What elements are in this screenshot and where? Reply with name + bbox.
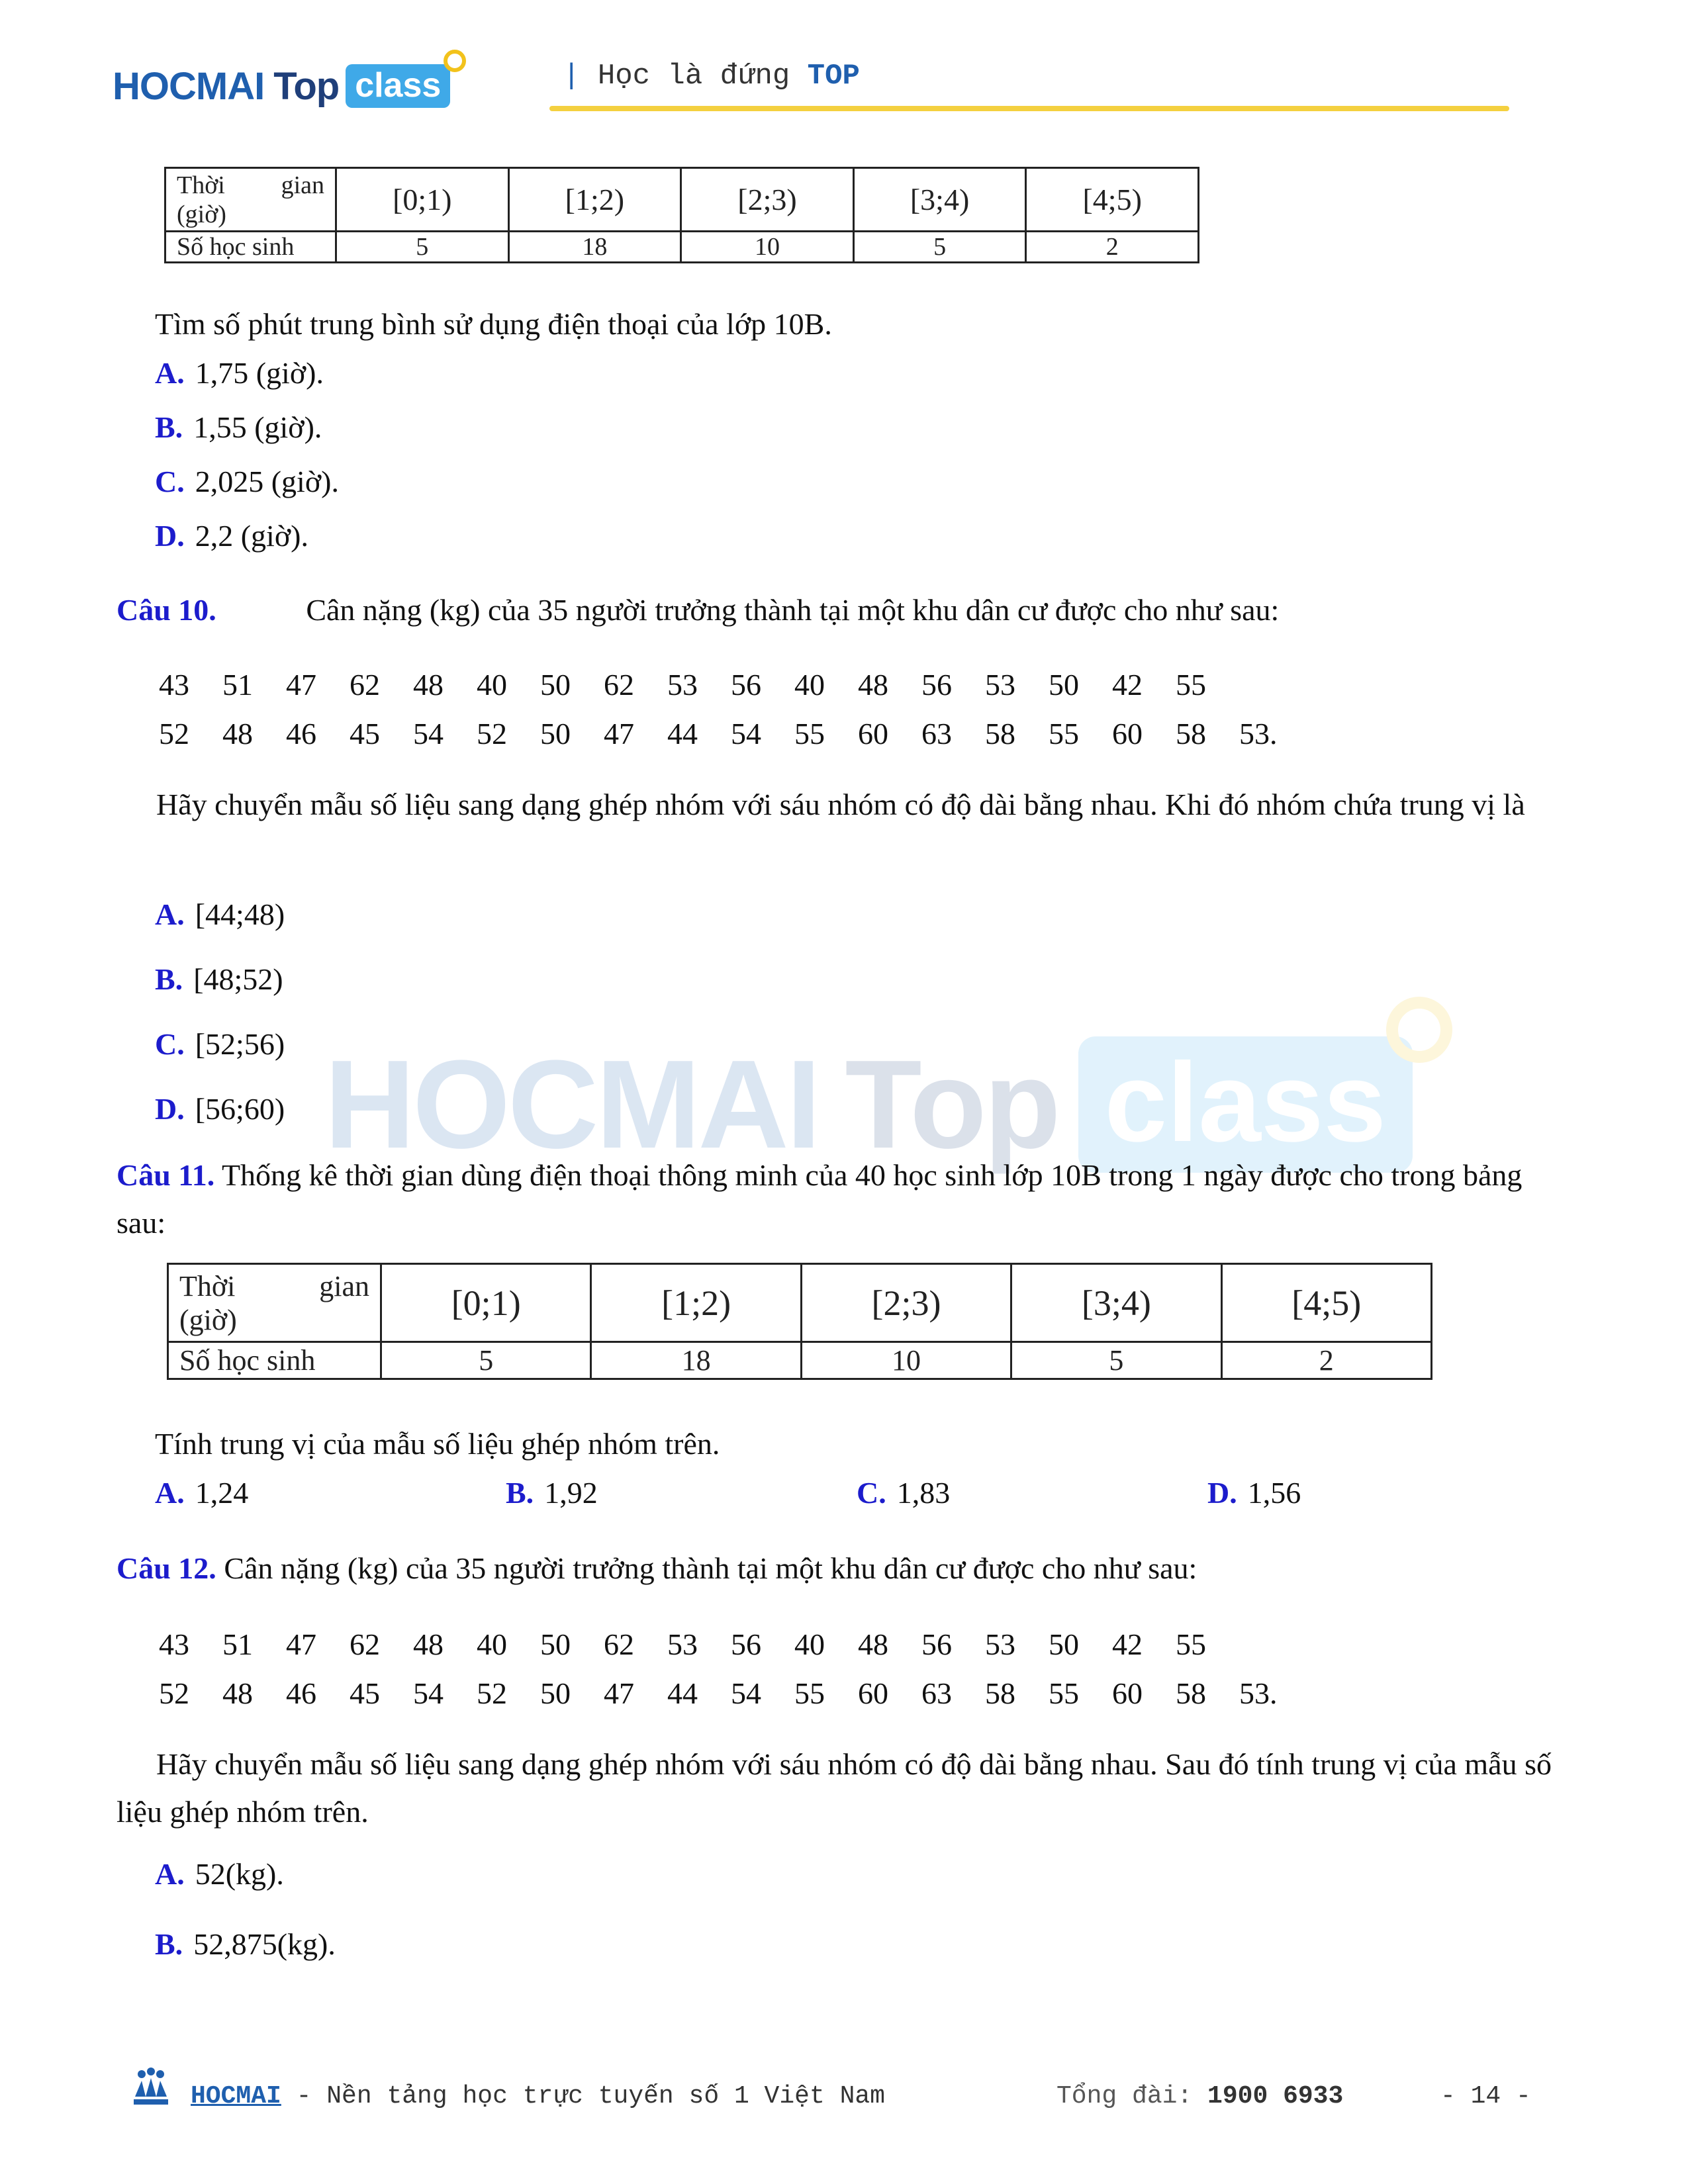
- q10-option-b: [155, 961, 283, 998]
- row-label-part: (giờ): [177, 200, 226, 228]
- option-text: 52,875(kg).: [193, 1927, 336, 1961]
- data-value: 40: [477, 668, 507, 702]
- data-value: 47: [604, 717, 634, 751]
- row-label-part: gian: [319, 1269, 369, 1302]
- q11-option-c: [857, 1475, 950, 1512]
- table-cell-interval: [1;2): [591, 1264, 801, 1342]
- data-value: 48: [413, 668, 444, 702]
- table-row: [168, 1264, 1432, 1342]
- data-value: 60: [1112, 717, 1143, 751]
- data-value: 63: [921, 1676, 952, 1710]
- data-value: 60: [858, 717, 888, 751]
- row-label-part: gian: [281, 171, 324, 199]
- data-value: 60: [1112, 1676, 1143, 1710]
- hocmai-topclass-logo: [113, 60, 450, 113]
- data-value: 48: [222, 717, 253, 751]
- q10-header: [117, 592, 1279, 629]
- table-row: [168, 1342, 1432, 1379]
- data-value: 62: [350, 1627, 380, 1661]
- option-letter: A.: [155, 1857, 185, 1891]
- watermark-hocmai-text: HOCMAI: [324, 1034, 819, 1175]
- data-value: 58: [985, 717, 1015, 751]
- question-stem: Cân nặng (kg) của 35 người trưởng thành tại một khu dân cư được cho như sau:: [224, 1551, 1197, 1585]
- data-value: 44: [667, 717, 698, 751]
- table-cell-count: 5: [1011, 1342, 1221, 1379]
- q12-data-row-1: [159, 1627, 1239, 1662]
- data-value: 52: [159, 1676, 189, 1710]
- data-value: 47: [604, 1676, 634, 1710]
- data-value: 55: [794, 1676, 825, 1710]
- table-cell-count: 10: [801, 1342, 1011, 1379]
- data-value: 51: [222, 668, 253, 702]
- q10-option-a: [155, 896, 285, 933]
- option-text: 1,55 (giờ).: [193, 410, 322, 444]
- data-value: 62: [604, 668, 634, 702]
- option-letter: D.: [155, 1092, 185, 1126]
- data-value: 50: [540, 1676, 571, 1710]
- data-value: 47: [286, 668, 316, 702]
- header-underline: [549, 106, 1509, 111]
- data-value: 52: [477, 1676, 507, 1710]
- option-letter: A.: [155, 1476, 185, 1510]
- data-value: 43: [159, 668, 189, 702]
- hotline-number: 1900 6933: [1207, 2082, 1344, 2111]
- data-value: 53: [985, 668, 1015, 702]
- data-value: 55: [1049, 1676, 1079, 1710]
- data-value: 54: [731, 1676, 761, 1710]
- hocmai-people-icon: [130, 2068, 172, 2110]
- page-header: [113, 40, 1509, 119]
- data-value: 50: [540, 668, 571, 702]
- question-label: Câu 10.: [117, 593, 216, 627]
- q10-data-row-1: [159, 667, 1239, 702]
- option-text: [48;52): [193, 962, 283, 996]
- option-text: [44;48): [195, 897, 285, 931]
- data-value: 50: [540, 717, 571, 751]
- q9-option-c: [155, 463, 339, 500]
- slogan-separator: |: [563, 60, 581, 93]
- option-letter: D.: [155, 519, 185, 553]
- logo-top-text: Top: [273, 64, 340, 108]
- option-text: 2,025 (giờ).: [195, 465, 339, 498]
- data-value: 62: [350, 668, 380, 702]
- data-value: 48: [413, 1627, 444, 1661]
- q11-header: [117, 1152, 1573, 1247]
- data-value: 54: [413, 717, 444, 751]
- table-cell-interval: [3;4): [853, 168, 1026, 232]
- option-letter: C.: [155, 465, 185, 498]
- data-value: 50: [540, 1627, 571, 1661]
- option-text: 1,56: [1247, 1476, 1301, 1510]
- option-text: 52(kg).: [195, 1857, 284, 1891]
- sun-icon: [444, 50, 466, 72]
- option-text: 1,24: [195, 1476, 249, 1510]
- watermark-top-text: Top: [845, 1034, 1058, 1175]
- option-letter: B.: [506, 1476, 534, 1510]
- footer-tagline: [191, 2082, 885, 2111]
- question-label: Câu 11.: [117, 1158, 215, 1192]
- option-text: 1,75 (giờ).: [195, 356, 324, 390]
- data-value: 40: [794, 668, 825, 702]
- sun-icon: [1386, 997, 1452, 1063]
- data-value: 55: [794, 717, 825, 751]
- option-text: 2,2 (giờ).: [195, 519, 308, 553]
- table-cell-interval: [2;3): [801, 1264, 1011, 1342]
- table-row: [165, 168, 1199, 232]
- row-label-part: Thời: [179, 1269, 236, 1302]
- q12-question: Hãy chuyển mẫu số liệu sang dạng ghép nhóm với sáu nhóm có độ dài bằng nhau. Sau đó tính trung vị của mẫu số liệu ghép nhóm trên.: [117, 1747, 1552, 1829]
- table-row-header: [168, 1264, 381, 1342]
- option-letter: A.: [155, 356, 185, 390]
- data-value: 47: [286, 1627, 316, 1661]
- data-value: 60: [858, 1676, 888, 1710]
- footer-hotline: [1056, 2082, 1343, 2111]
- data-value: 42: [1112, 668, 1143, 702]
- data-value: 53: [667, 668, 698, 702]
- data-value: 48: [858, 1627, 888, 1661]
- question-stem: Thống kê thời gian dùng điện thoại thông minh của 40 học sinh lớp 10B trong 1 ngày được cho trong bảng sau:: [117, 1158, 1523, 1240]
- logo-class-text: class: [355, 66, 442, 105]
- data-value: 56: [731, 668, 761, 702]
- data-value: 46: [286, 1676, 316, 1710]
- option-text: 1,83: [896, 1476, 951, 1510]
- footer-tagline-text: - Nền tảng học trực tuyến số 1 Việt Nam: [281, 2082, 885, 2111]
- q9-prompt: Tìm số phút trung bình sử dụng điện thoại của lớp 10B.: [155, 307, 832, 341]
- option-text: [56;60): [195, 1092, 285, 1126]
- option-letter: C.: [155, 1027, 185, 1061]
- data-value: 58: [1176, 1676, 1206, 1710]
- header-slogan: [563, 60, 860, 93]
- data-value: 46: [286, 717, 316, 751]
- option-letter: A.: [155, 897, 185, 931]
- data-value: 42: [1112, 1627, 1143, 1661]
- data-value: 54: [413, 1676, 444, 1710]
- data-value: 56: [921, 1627, 952, 1661]
- row-label-part: (giờ): [179, 1303, 237, 1336]
- table-cell-count: 18: [508, 232, 681, 263]
- watermark-class-text: class: [1104, 1040, 1386, 1165]
- table-cell-interval: [2;3): [681, 168, 854, 232]
- q11-option-b: [506, 1475, 598, 1512]
- table-row-header: [165, 168, 336, 232]
- slogan-text: Học là đứng: [597, 60, 790, 93]
- data-value: 43: [159, 1627, 189, 1661]
- row-label-part: Thời: [177, 171, 225, 199]
- data-value: 63: [921, 717, 952, 751]
- option-letter: B.: [155, 962, 183, 996]
- option-letter: C.: [857, 1476, 886, 1510]
- data-value: 52: [477, 717, 507, 751]
- table-cell-interval: [0;1): [381, 1264, 591, 1342]
- footer-brand-link[interactable]: HOCMAI: [191, 2082, 281, 2111]
- data-value: 54: [731, 717, 761, 751]
- data-value: 40: [794, 1627, 825, 1661]
- data-value: 58: [985, 1676, 1015, 1710]
- q12-option-a: [155, 1856, 284, 1893]
- data-value: 55: [1176, 668, 1206, 702]
- table-cell-interval: [3;4): [1011, 1264, 1221, 1342]
- question-stem: Cân nặng (kg) của 35 người trưởng thành tại một khu dân cư được cho như sau:: [306, 593, 1280, 627]
- table-cell-interval: [4;5): [1221, 1264, 1431, 1342]
- table-cell-interval: [0;1): [336, 168, 509, 232]
- logo-hocmai-text: HOCMAI: [113, 64, 265, 108]
- option-letter: B.: [155, 1927, 183, 1961]
- table-row-header: Số học sinh: [168, 1342, 381, 1379]
- q11-question: Tính trung vị của mẫu số liệu ghép nhóm trên.: [155, 1427, 720, 1461]
- page-number: - 14 -: [1440, 2082, 1531, 2111]
- frequency-table-q11: [167, 1263, 1432, 1380]
- table-cell-count: 5: [381, 1342, 591, 1379]
- data-value: 50: [1049, 668, 1079, 702]
- table-cell-count: 2: [1221, 1342, 1431, 1379]
- q9-option-b: [155, 409, 322, 446]
- q10-option-d: [155, 1091, 285, 1128]
- table-cell-interval: [1;2): [508, 168, 681, 232]
- q11-option-a: [155, 1475, 248, 1512]
- slogan-top: TOP: [807, 60, 860, 93]
- data-value: 45: [350, 717, 380, 751]
- q10-question: Hãy chuyển mẫu số liệu sang dạng ghép nhóm với sáu nhóm có độ dài bằng nhau. Khi đó nhóm chứa trung vị là: [156, 788, 1525, 821]
- q12-header: [117, 1550, 1197, 1587]
- q10-option-c: [155, 1026, 285, 1063]
- q12-data-row-2: [159, 1676, 1303, 1711]
- table-row: [165, 232, 1199, 263]
- data-value: 58: [1176, 717, 1206, 751]
- table-cell-interval: [4;5): [1026, 168, 1199, 232]
- q10-data-row-2: [159, 716, 1303, 751]
- data-value: 53.: [1239, 1676, 1278, 1710]
- option-letter: B.: [155, 410, 183, 444]
- question-label: Câu 12.: [117, 1551, 216, 1585]
- data-value: 44: [667, 1676, 698, 1710]
- page-footer: [130, 2065, 1553, 2118]
- option-text: [52;56): [195, 1027, 285, 1061]
- data-value: 56: [731, 1627, 761, 1661]
- data-value: 45: [350, 1676, 380, 1710]
- logo-class-badge: [346, 64, 450, 108]
- data-value: 55: [1176, 1627, 1206, 1661]
- data-value: 48: [858, 668, 888, 702]
- table-row-header: Số học sinh: [165, 232, 336, 263]
- option-text: 1,92: [544, 1476, 598, 1510]
- data-value: 55: [1049, 717, 1079, 751]
- data-value: 53: [667, 1627, 698, 1661]
- q9-option-d: [155, 518, 308, 555]
- data-value: 48: [222, 1676, 253, 1710]
- table-cell-count: 5: [853, 232, 1026, 263]
- data-value: 62: [604, 1627, 634, 1661]
- data-value: 56: [921, 668, 952, 702]
- table-cell-count: 10: [681, 232, 854, 263]
- hotline-label: Tổng đài:: [1056, 2082, 1208, 2111]
- frequency-table-top: [164, 167, 1199, 263]
- table-cell-count: 2: [1026, 232, 1199, 263]
- data-value: 52: [159, 717, 189, 751]
- data-value: 53: [985, 1627, 1015, 1661]
- table-cell-count: 5: [336, 232, 509, 263]
- option-letter: D.: [1207, 1476, 1237, 1510]
- q12-option-b: [155, 1926, 336, 1963]
- data-value: 53.: [1239, 717, 1278, 751]
- data-value: 51: [222, 1627, 253, 1661]
- table-cell-count: 18: [591, 1342, 801, 1379]
- q9-option-a: [155, 355, 324, 392]
- q11-option-d: [1207, 1475, 1301, 1512]
- data-value: 50: [1049, 1627, 1079, 1661]
- data-value: 40: [477, 1627, 507, 1661]
